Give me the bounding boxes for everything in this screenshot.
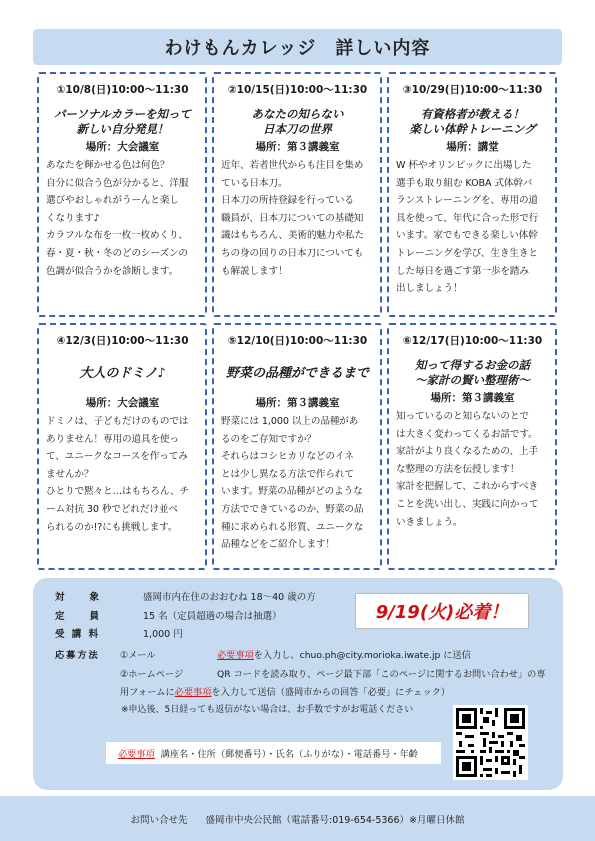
description-line: て、ユニークなコースを作ってみ xyxy=(46,451,188,463)
description-line: います。家でもできる楽しい体幹 xyxy=(396,230,538,242)
description-line: 知っているのと知らないのとで xyxy=(396,411,529,422)
application-method xyxy=(55,645,546,701)
course-card-5 xyxy=(212,323,382,570)
description-line: ませんか？ xyxy=(46,468,94,480)
description-line: 色調が似合うかを診断します。 xyxy=(46,265,179,277)
description-line: ドミノは、子どもだけのものでは xyxy=(46,416,189,427)
mail-instructions: を入力し、chuo.ph@city.morioka.iwate.jp に送信 xyxy=(253,650,471,662)
web-method-label: ②ホームページ xyxy=(120,668,184,680)
web-instructions-2a: 用フォームに xyxy=(120,687,175,699)
description-line: あなたを輝かせる色は何色？ xyxy=(46,160,170,171)
description-line: 方法でできているのか、野菜の品 xyxy=(221,503,364,515)
description-line: W 杯やオリンピックに出場した xyxy=(396,160,532,171)
required-items-label: 必要事項 xyxy=(118,749,155,760)
description-line: ランストレーニングを、専用の道 xyxy=(396,195,538,207)
page-title-banner xyxy=(33,29,562,65)
reply-note: ※申込後、5日経っても返信がない場合は、お手数ですがお電話ください xyxy=(121,705,414,715)
course-card-6 xyxy=(387,323,557,570)
capacity-value: 15 名（定員超過の場合は抽選） xyxy=(143,610,282,622)
apply-label: 応募方法 xyxy=(55,650,100,662)
description-line: 職員が、日本刀についての基礎知 xyxy=(221,212,364,224)
contact-label: お問い合せ先 xyxy=(130,814,188,826)
description-line: ーム対抗 30 秒でどれだけ並べ xyxy=(46,503,178,515)
deadline-badge xyxy=(355,593,529,629)
course-card-3 xyxy=(387,72,557,317)
course-date: ⑤12/10(日)10:00～11:30 xyxy=(227,335,368,347)
course-title-line: 有資格者が教える！ xyxy=(420,107,525,121)
course-title xyxy=(396,107,549,137)
course-card-2 xyxy=(212,72,382,317)
description-line: 自分に似合う色が分かると、洋服 xyxy=(46,177,189,189)
required-items-box xyxy=(106,742,441,764)
info-rows xyxy=(55,587,316,643)
contact-details: 盛岡市中央公民館（電話番号:019-654-5366）※月曜日休館 xyxy=(205,814,465,826)
fee-value: 1,000 円 xyxy=(143,629,183,641)
course-title-line: 楽しい体幹トレーニング xyxy=(409,122,536,136)
web-instructions-2b: を入力して送信（盛岡市からの回答「必要」にチェック） xyxy=(211,687,451,699)
course-date: ②10/15(日)10:00～11:30 xyxy=(227,84,368,96)
course-date: ⑥12/17(日)10:00～11:30 xyxy=(402,335,543,347)
target-row xyxy=(55,587,316,606)
course-title-line: ～家計の賢い整理術～ xyxy=(415,373,530,387)
course-place: 場所：大会議室 xyxy=(85,397,160,409)
description-line: 近年、若者世代からも注目を集め xyxy=(221,160,364,171)
course-date: ④12/3(日)10:00～11:30 xyxy=(56,335,189,347)
description-line: 種に求められる形質、ユニークな xyxy=(221,521,364,533)
course-title xyxy=(221,366,374,381)
description-line: 家計を把握して、これからすべき xyxy=(396,481,539,493)
description-line: 具を使って、年代に合った形で行 xyxy=(396,212,539,224)
course-title xyxy=(46,366,199,381)
description-line: 品種などをご紹介します！ xyxy=(221,539,335,551)
web-instructions-1: QR コードを読み取り、ページ最下部「このページに関するお問い合わせ」の専 xyxy=(217,668,546,680)
course-title xyxy=(221,107,374,137)
course-place: 場所：第３講義室 xyxy=(430,392,515,404)
required-items-list: 講座名・住所（郵便番号）・氏名（ふりがな）・電話番号・年齢 xyxy=(160,749,418,760)
course-card-1 xyxy=(37,72,207,317)
course-title-line: 野菜の品種ができるまで xyxy=(225,366,369,381)
capacity-row xyxy=(55,606,316,625)
course-date: ①10/8(日)10:00～11:30 xyxy=(56,84,189,96)
description-line: 選手も取り組む KOBA 式体幹バ xyxy=(396,177,533,189)
course-title-line: 日本刀の世界 xyxy=(263,122,332,136)
description-line: とは少し異なる方法で作られて xyxy=(221,468,354,480)
course-title-line: 知って得するお金の話 xyxy=(415,358,530,372)
course-description xyxy=(46,413,199,536)
fee-label: 受 講 料 xyxy=(55,629,101,641)
course-place: 場所：講堂 xyxy=(446,141,499,153)
course-place: 場所：第３講義室 xyxy=(255,397,340,409)
capacity-label: 定 員 xyxy=(55,610,102,622)
course-title xyxy=(46,107,199,137)
description-line: 出しましょう！ xyxy=(396,283,463,295)
application-info-panel xyxy=(33,578,563,790)
target-value: 盛岡市内在住のおおむね 18～40 歳の方 xyxy=(143,592,316,604)
course-place: 場所：第３講義室 xyxy=(255,141,340,153)
qr-code-icon[interactable] xyxy=(453,705,528,780)
description-line: それらはコシヒカリなどのイネ xyxy=(221,451,354,463)
course-title-line: 新しい自分発見！ xyxy=(76,122,169,136)
course-title-line: あなたの知らない xyxy=(251,107,344,121)
required-items-link: 必要事項 xyxy=(217,650,254,662)
description-line: な整理の方法を伝授します！ xyxy=(396,463,520,475)
course-card-4 xyxy=(37,323,207,570)
course-date: ③10/29(日)10:00～11:30 xyxy=(402,84,543,96)
apply-web-line xyxy=(55,664,546,683)
course-title xyxy=(396,358,549,388)
description-line: も解説します！ xyxy=(221,265,288,277)
deadline-text: 9/19(火)必着！ xyxy=(375,602,509,623)
description-line: は大きく変わってくるお話です。 xyxy=(396,428,538,440)
description-line: られるのか!?にも挑戦します。 xyxy=(46,521,178,533)
description-line: いきましょう。 xyxy=(396,516,463,528)
description-line: ている日本刀。 xyxy=(221,177,288,189)
required-items-link: 必要事項 xyxy=(174,687,212,699)
description-line: ありません！専用の道具を使っ xyxy=(46,433,179,445)
description-line: います。野菜の品種がどのような xyxy=(221,486,363,498)
description-line: 野菜には 1,000 以上の品種があ xyxy=(221,416,359,427)
course-description xyxy=(396,157,549,298)
page-title: わけもんカレッジ 詳しい内容 xyxy=(164,38,431,59)
apply-mail-line xyxy=(55,645,546,664)
description-line: 選びやおしゃれがうーんと楽し xyxy=(46,195,179,207)
description-line: 春・夏・秋・冬のどのシーズンの xyxy=(46,247,188,259)
description-line: ひとりで黙々と…はもちろん、チ xyxy=(46,486,189,498)
course-description xyxy=(221,157,374,280)
description-line: 識はもちろん、美術的魅力や私た xyxy=(221,230,364,242)
course-description xyxy=(46,157,199,280)
mail-method-label: ①メール xyxy=(120,650,156,662)
fee-row xyxy=(55,624,316,643)
description-line: くなります♪ xyxy=(46,212,100,224)
course-description xyxy=(221,413,374,554)
description-line: トレーニングを学び、生き生きと xyxy=(396,247,538,259)
course-title-line: 大人のドミノ♪ xyxy=(79,366,166,381)
description-line: るのをご存知ですか？ xyxy=(221,433,316,445)
course-description xyxy=(396,408,549,531)
course-place: 場所：大会議室 xyxy=(85,141,160,153)
description-line: 家計がより良くなるための、上手 xyxy=(396,446,539,458)
contact-footer xyxy=(0,796,595,841)
target-label: 対 象 xyxy=(55,592,102,604)
description-line: カラフルな布を一枚一枚めくり、 xyxy=(46,230,189,242)
description-line: ことを洗い出し、実践に向かって xyxy=(396,498,539,510)
description-line: した毎日を過ごす第一歩を踏み xyxy=(396,265,529,277)
description-line: 日本刀の所持登録を行っている xyxy=(221,195,354,207)
description-line: ちの身の回りの日本刀についても xyxy=(221,247,364,259)
course-title-line: パーソナルカラーを知って xyxy=(54,107,191,121)
apply-web-line-2 xyxy=(55,682,546,701)
